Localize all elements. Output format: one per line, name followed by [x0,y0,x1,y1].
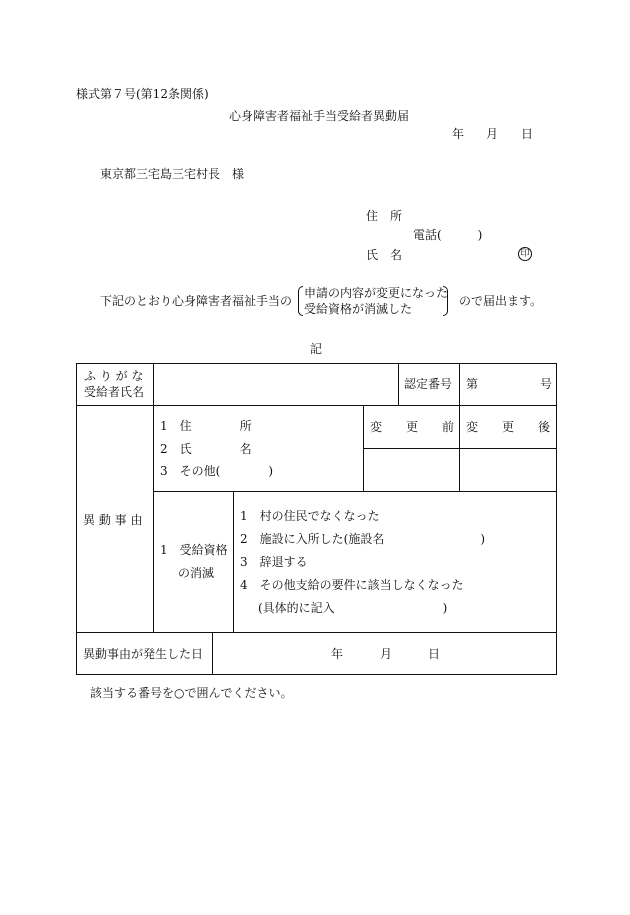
form-title: 心身障害者福祉手当受給者異動届 [229,109,410,123]
row-divider-3 [76,632,557,633]
after-change-header: 変 更 後 [466,420,551,434]
recipient-name-label: 受給者氏名 [84,385,145,399]
form-number: 様式第７号(第12条関係) [76,87,209,101]
col-divider-name-label [153,363,154,405]
date-year-label: 年 [452,127,465,141]
date-day-label: 日 [521,127,534,141]
before-change-header: 変 更 前 [370,420,455,434]
col-divider-cert-left [398,363,399,405]
statement-option-changed: 申請の内容が変更になった [304,286,449,300]
statement-prefix: 下記のとおり心身障害者福祉手当の [100,294,293,308]
col-divider-lapse [233,491,234,632]
occurrence-day-label: 日 [428,647,441,661]
address-label: 住 所 [366,209,403,223]
row-divider-1 [76,405,557,406]
occurrence-date-label: 異動事由が発生した日 [83,647,204,661]
lapse-reason-facility: 2 施設に入所した(施設名 ) [240,532,485,546]
left-bracket [298,286,303,316]
right-bracket [443,286,448,316]
lapse-reason-other: 4 その他支給の要件に該当しなくなった [240,578,464,592]
change-reason-label: 異 動 事 由 [83,513,143,527]
col-divider-date-label [212,632,213,675]
statement-option-lapsed: 受給資格が消滅した [304,302,413,316]
cert-number-suffix: 号 [540,377,553,391]
statement-suffix: ので届出ます。 [459,294,543,308]
change-item-other: 3 その他( ) [160,464,273,478]
record-heading: 記 [310,342,323,356]
occurrence-month-label: 月 [380,647,393,661]
lapse-item-line2: の消滅 [178,566,215,580]
change-item-name: 2 氏 名 [160,442,252,456]
change-item-address: 1 住 所 [160,419,252,433]
row-divider-2 [153,491,557,492]
addressee: 東京都三宅島三宅村長 様 [100,167,245,181]
lapse-item-line1: 1 受給資格 [160,543,228,557]
before-after-header-divider [363,448,557,449]
col-divider-before [363,405,364,491]
furigana-label: ふ り が な [84,369,144,383]
phone-label: 電話( ) [413,228,483,242]
instruction-note: 該当する番号を○で囲んでください。 [90,686,293,700]
col-divider-cert-right [459,363,460,491]
date-month-label: 月 [486,127,499,141]
occurrence-year-label: 年 [331,647,344,661]
lapse-reason-moved-out: 1 村の住民でなくなった [240,509,380,523]
lapse-reason-details: (具体的に記入 ) [258,601,448,615]
col-divider-reason-label [153,405,154,632]
seal-mark: 印 [518,247,532,261]
cert-number-prefix: 第 [466,377,479,391]
lapse-reason-declined: 3 辞退する [240,555,308,569]
name-label: 氏 名 [366,248,403,262]
cert-number-label: 認定番号 [404,377,453,391]
